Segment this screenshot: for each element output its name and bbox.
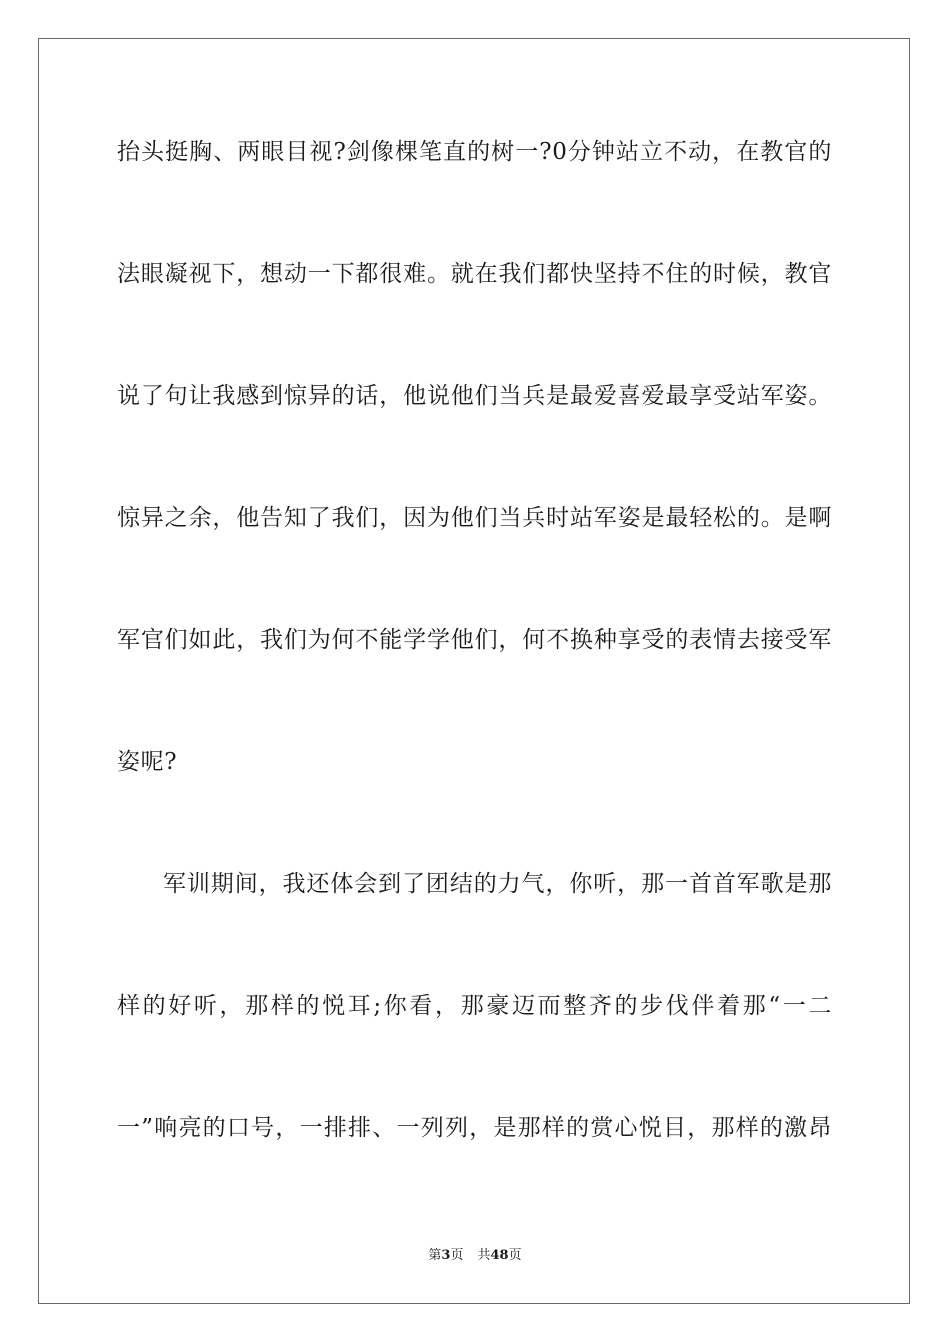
text-line: 一”响亮的口号，一排排、一列列，是那样的赏心悦目，那样的激昂 — [117, 1115, 832, 1141]
text-line: 抬头挺胸、两眼目视?剑像棵笔直的树一?0分钟站立不动，在教官的 — [117, 139, 832, 165]
current-page-number: 3 — [441, 1248, 451, 1263]
text-line: 说了句让我感到惊异的话，他说他们当兵是最爱喜爱最享受站军姿。 — [117, 383, 832, 409]
text-line: 样的好听，那样的悦耳;你看，那豪迈而整齐的步伐伴着那“一二 — [117, 993, 832, 1019]
text-line: 姿呢? — [117, 749, 178, 775]
paragraph-first-line: 军训期间，我还体会到了团结的力气，你听，那一首首军歌是那 — [163, 871, 832, 897]
footer-page-suffix: 页 — [450, 1248, 464, 1263]
text-line: 惊异之余，他告知了我们，因为他们当兵时站军姿是最轻松的。是啊 — [117, 505, 832, 531]
total-page-count: 48 — [490, 1248, 509, 1263]
footer-total-prefix: 共 — [477, 1248, 491, 1263]
footer-total-suffix: 页 — [508, 1248, 522, 1263]
text-line: 法眼凝视下，想动一下都很难。就在我们都快坚持不住的时候，教官 — [117, 261, 832, 287]
page-footer — [0, 1247, 950, 1265]
footer-prefix: 第 — [428, 1248, 442, 1263]
text-line: 军官们如此，我们为何不能学学他们，何不换种享受的表情去接受军 — [117, 627, 832, 653]
